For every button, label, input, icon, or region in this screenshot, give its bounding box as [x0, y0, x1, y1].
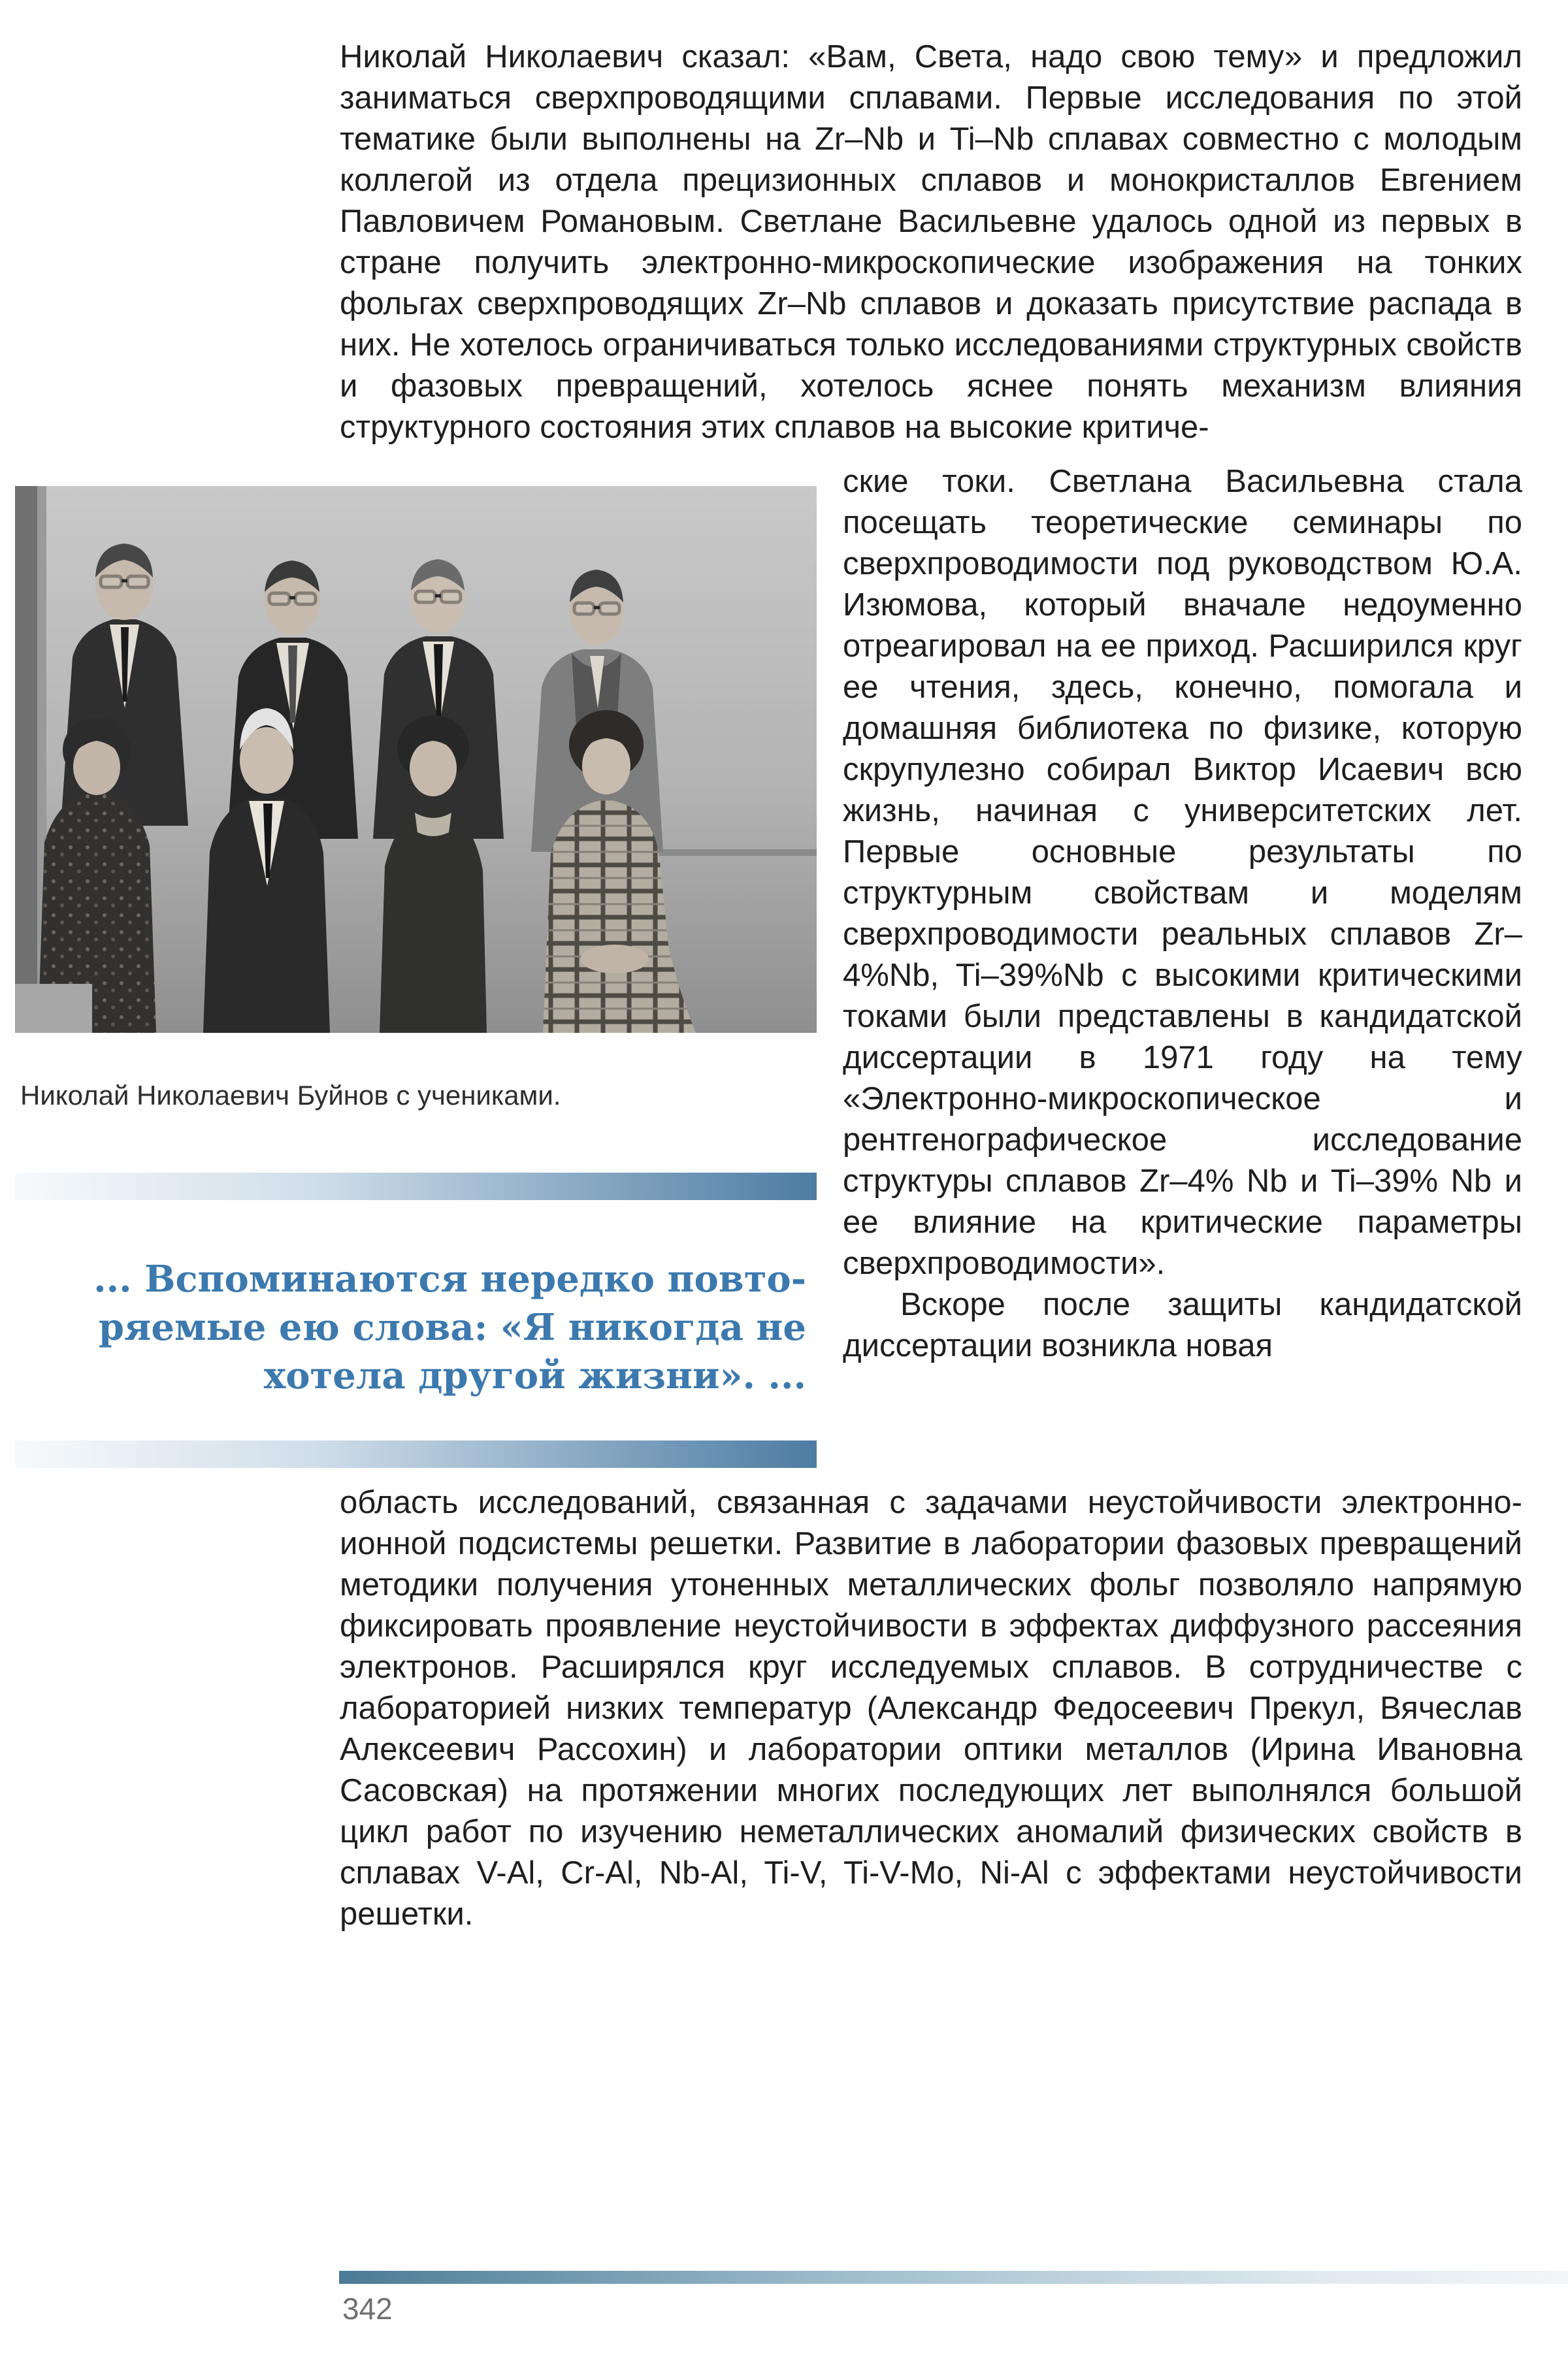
pull-quote-block	[15, 1173, 817, 1468]
right-column-paragraph: ские токи. Светлана Васильевна стала посещать теоретические семинары по сверхпроводимости под руководством Ю.А. Изюмова, который вначале недоуменно отреагировал на ее приход. Расширился круг ее чтения, здесь, конечно, помогала и домашняя библиотека по физике, которую скрупулезно собирал Виктор Исаевич всю жизнь, начиная с университетских лет. Первые основные результаты по структурным свойствам и моделям сверхпроводимости реальных сплавов Zr–4%Nb, Ti–39%Nb с высокими критическими токами были представлены в кандидатской диссертации в 1971 году на тему «Электронно-микроскопическое и рентгенографическое исследование структуры сплавов Zr–4% Nb и Ti–39% Nb и ее влияние на критические параметры сверхпроводимости».	[843, 464, 1522, 1281]
quote-line: ряемые ею слова: «Я никогда не	[98, 1306, 806, 1349]
right-column	[843, 461, 1522, 1468]
quote-line: ... Вспоминаются нередко повто-	[93, 1258, 806, 1301]
pull-quote	[15, 1255, 817, 1400]
quote-line: хотела другой жизни». ...	[263, 1354, 806, 1397]
bottom-paragraph: область исследований, связанная с задачами неустойчивости электронно-ионной подсистемы решетки. Развитие в лаборатории фазовых превращений методики получения утоненных металлических фольг позволяло напрямую фиксировать проявление неустойчивости в эффектах диффузного рассеяния электронов. Расширялся круг исследуемых сплавов. В сотрудничестве с лабораторией низких температур (Александр Федосеевич Прекул, Вячеслав Алексеевич Рассохин) и лаборатории оптики металлов (Ирина Ивановна Сасовская) на протяжении многих последующих лет выполнялся большой цикл работ по изучению неметаллических аномалий физических свойств в сплавах V-Al, Cr-Al, Nb-Al, Ti-V, Ti-V-Mo, Ni-Al с эффектами неустойчивости решетки.	[340, 1485, 1522, 1932]
quote-divider-top	[15, 1173, 817, 1200]
photo-caption: Николай Николаевич Буйнов с учениками.	[20, 1080, 561, 1111]
middle-section	[15, 461, 1522, 1468]
left-column	[15, 461, 817, 1468]
right-column-paragraph: Вскоре после защиты кандидатской диссертации возникла новая	[843, 1287, 1522, 1363]
quote-divider-bottom	[15, 1440, 817, 1468]
page-number: 342	[342, 2292, 393, 2326]
footer-rule	[339, 2271, 1568, 2284]
intro-paragraph: Николай Николаевич сказал: «Вам, Света, надо свою тему» и предложил заниматься сверхпроводящими сплавами. Первые исследования по этой тематике были выполнены на Zr–Nb и Ti–Nb сплавах совместно с молодым коллегой из отдела прецизионных сплавов и монокристаллов Евгением Павловичем Романовым. Светлане Васильевне удалось одной из первых в стране получить электронно-микроскопические изображения на тонких фольгах сверхпроводящих Zr–Nb сплавов и доказать присутствие распада в них. Не хотелось ограничиваться только исследованиями структурных свойств и фазовых превращений, хотелось яснее понять механизм влияния структурного состояния этих сплавов на высокие критиче-	[340, 39, 1522, 445]
group-photo	[15, 486, 817, 1033]
